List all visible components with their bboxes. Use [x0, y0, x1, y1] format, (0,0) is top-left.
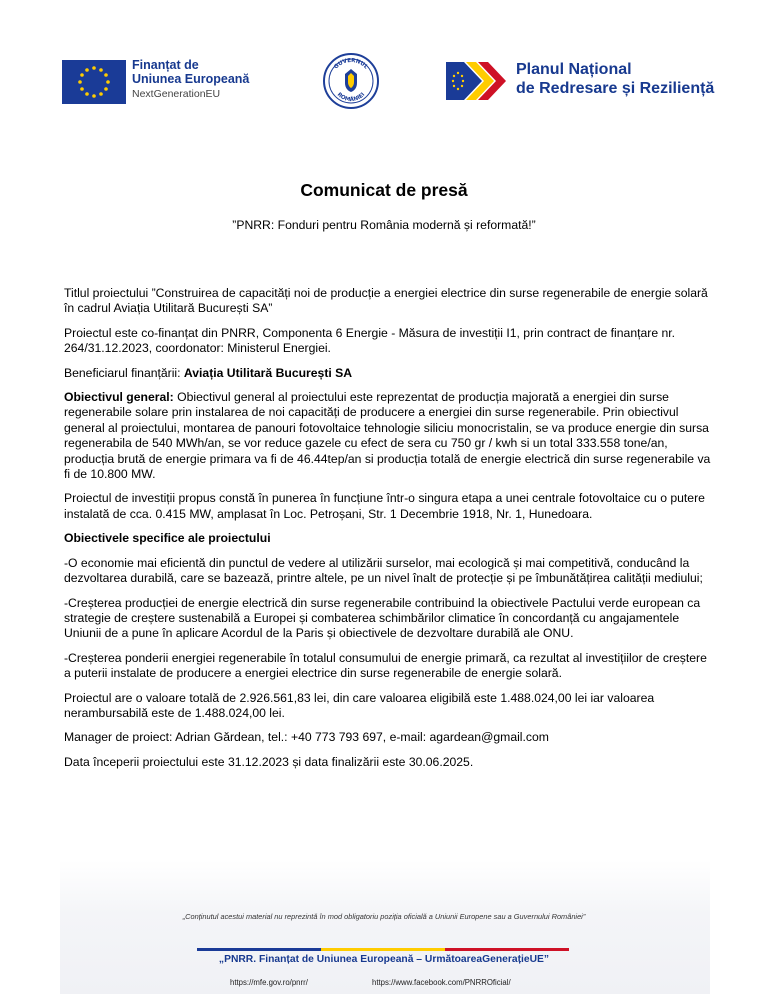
eu-funding-logo	[62, 58, 262, 104]
pnrr-logo-line1: Planul Național	[516, 61, 632, 78]
beneficiary-paragraph	[64, 366, 712, 381]
eu-logo-line2: Uniunea Europeană	[132, 72, 250, 86]
specific-objective-3: -Creșterea ponderii energiei regenerabile în totalul consumului de energie primară, ca rezultat al investițiilor de creștere a puterii instalate de producere a energiei electrice din surse regenerabile de energie solară.	[64, 650, 707, 681]
project-manager-paragraph: Manager de proiect: Adrian Gărdean, tel.: +40 773 793 697, e-mail: agardean@gmail.com	[64, 730, 549, 745]
page-title: Comunicat de presă	[300, 180, 468, 200]
specific-objective-1: -O economie mai eficientă din punctul de vedere al utilizării surselor, mai ecologică și mai competitivă, conducând la dezvoltarea durabilă, care se bazează, printre altele, pe un nivel înalt de protecție și pe îmbunătățirea calității mediului;	[64, 555, 703, 586]
romanian-government-seal-icon	[322, 52, 380, 110]
specific-objectives-heading	[64, 531, 712, 546]
cofinancing-paragraph: Proiectul este co-finanțat din PNRR, Componenta 6 Energie - Măsura de investiții I1, prin contract de finanțare nr. 264/31.12.2023, coordonator: Ministerul Energiei.	[64, 325, 676, 356]
footer-slogan: „PNRR. Finanțat de Uniunea Europeană – UrmătoareaGenerațieUE”	[218, 954, 550, 965]
eu-flag-icon	[62, 60, 126, 104]
specific-objectives-heading-text: Obiectivele specifice ale proiectului	[64, 531, 271, 546]
press-release-body	[64, 286, 712, 779]
beneficiary-name: Aviația Utilitară București SA	[183, 365, 353, 380]
svg-text:ROMÂNIEI: ROMÂNIEI	[335, 91, 367, 104]
page-subtitle: ”PNRR: Fonduri pentru România modernă și reformată!”	[232, 218, 536, 232]
specific-objective-2: -Creșterea producției de energie electrică din surse regenerabile contribuind la obiectivele Pactului verde european ca strategie de creștere sustenabilă a Europei și combaterea schimbărilor climatice în concordanță cu angajamentele Uniunii de a pune în aplicare Acordul de la Paris și obiectivele de dezvoltare durabilă ale ONU.	[64, 595, 701, 641]
general-objective-paragraph	[64, 390, 712, 482]
general-objective-text: Obiectivul general al proiectului este reprezentat de producția majorată a energiei din surse regenerabile solare prin instalarea de noi capacități de producere a energiei din surse regenerabile. Prin obiectivul general al proiectului, montarea de panouri fotovoltaice tehnologie siliciu monocristalin, se va produce energie din sursa regenerabila de 540 MWh/an, se vor reduce gazele cu efect de sera cu 750 gr / kwh si un total 333.558 tone/an, producția brută de energie primara va fi de 46.44tep/an si producția totală de energie electrică din surse regenerabile va fi de 10.800 MW.	[64, 390, 711, 482]
project-title-paragraph: Titlul proiectului ”Construirea de capacități noi de producție a energiei electrice din surse regenerabile de energie solară în cadrul Aviația Utilitară București SA”	[64, 286, 708, 316]
footer-link-facebook[interactable]: https://www.facebook.com/PNRROficial/	[372, 978, 511, 987]
investment-paragraph: Proiectul de investiții propus constă în punerea în funcțiune într-o singura etapa a unei centrale fotovoltaice cu o putere instalată de cca. 0.415 MW, amplasat în Loc. Petroșani, Str. 1 Decembrie 1918, Nr. 1, Hunedoara.	[64, 491, 705, 521]
pnrr-logo	[446, 58, 736, 104]
pnrr-logo-line2: de Redresare și Reziliență	[516, 80, 715, 97]
project-dates-paragraph: Data începerii proiectului este 31.12.2023 și data finalizării este 30.06.2025.	[64, 754, 474, 769]
eu-logo-line3: NextGenerationEU	[132, 88, 221, 100]
footer-color-stripe	[197, 938, 569, 941]
footer-background	[60, 860, 710, 994]
general-objective-label: Obiectivul general:	[64, 390, 174, 405]
footer-link-mfe[interactable]: https://mfe.gov.ro/pnrr/	[230, 978, 308, 987]
footer-disclaimer: „Conținutul acestui material nu reprezintă în mod obligatoriu poziția oficială a Uniunii Europene sau a Guvernului României”	[182, 912, 586, 921]
project-value-paragraph: Proiectul are o valoare totală de 2.926.561,83 lei, din care valoarea eligibilă este 1.488.024,00 lei iar valoarea nerambursabilă este de 1.488.024,00 lei.	[64, 690, 655, 720]
svg-text:GUVERNUL: GUVERNUL	[333, 57, 369, 71]
pnrr-emblem-icon	[446, 62, 512, 100]
beneficiary-label: Beneficiarul finanțării:	[64, 365, 184, 380]
eu-logo-line1: Finanțat de	[132, 58, 199, 72]
